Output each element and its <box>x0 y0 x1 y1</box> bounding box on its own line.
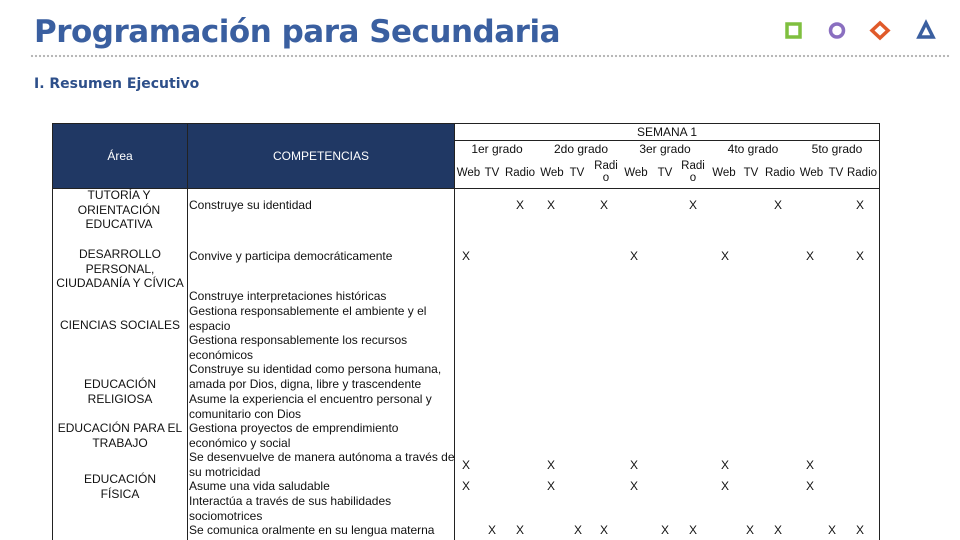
media-radio: Radi o <box>594 160 618 184</box>
area-desarrollo: DESARROLLO PERSONAL, CIUDADANÍA Y CÍVICA <box>56 247 184 290</box>
competencia: Se desenvuelve de manera autónoma a través de su motricidad <box>189 450 455 479</box>
competencia: Construye interpretaciones históricas <box>189 289 387 303</box>
table-border <box>879 123 880 540</box>
mark-x: X <box>461 249 470 263</box>
header-area <box>53 124 187 188</box>
media-tv: TV <box>828 167 844 179</box>
mark-x: X <box>745 523 754 537</box>
mark-x: X <box>720 479 729 493</box>
area-trabajo: EDUCACIÓN PARA EL TRABAJO <box>57 421 183 450</box>
mark-x: X <box>461 479 470 493</box>
mark-x: X <box>573 523 582 537</box>
media-radio: Radi o <box>681 160 705 184</box>
table-border <box>53 123 879 124</box>
header-semana: SEMANA 1 <box>636 125 698 139</box>
competencia: Gestiona responsablemente el ambiente y el espacio <box>189 304 427 333</box>
competencia: Interactúa a través de sus habilidades sociomotrices <box>189 494 392 523</box>
grade-1: 1er grado <box>471 142 523 156</box>
header-area-label: Área <box>107 149 133 163</box>
mark-x: X <box>720 249 729 263</box>
competencia: Gestiona responsablemente los recursos económicos <box>189 333 408 362</box>
mark-x: X <box>629 249 638 263</box>
mark-x: X <box>515 198 524 212</box>
mark-x: X <box>487 523 496 537</box>
header-competencias-label: COMPETENCIAS <box>272 149 369 163</box>
competencia: Se comunica oralmente en su lengua materna <box>189 523 435 537</box>
media-web: Web <box>712 167 736 179</box>
page-title: Programación para Secundaria <box>34 14 561 50</box>
media-radio: Radio <box>504 167 536 179</box>
mark-x: X <box>546 458 555 472</box>
media-radio: Radio <box>764 167 796 179</box>
media-tv: TV <box>569 167 585 179</box>
mark-x: X <box>773 523 782 537</box>
table-border <box>187 123 188 540</box>
grade-5: 5to grado <box>811 142 863 156</box>
grade-2: 2do grado <box>553 142 609 156</box>
mark-x: X <box>855 249 864 263</box>
area-tutoria: TUTORÍA Y ORIENTACIÓN EDUCATIVA <box>77 188 161 231</box>
grade-3: 3er grado <box>639 142 691 156</box>
media-web: Web <box>540 167 564 179</box>
mark-x: X <box>599 523 608 537</box>
mark-x: X <box>629 458 638 472</box>
media-tv: TV <box>657 167 673 179</box>
media-web: Web <box>456 167 481 179</box>
competencia: Gestiona proyectos de emprendimiento económico y social <box>189 421 399 450</box>
competencia: Convive y participa democráticamente <box>189 249 393 263</box>
media-web: Web <box>624 167 648 179</box>
section-heading: I. Resumen Ejecutivo <box>34 76 200 92</box>
mark-x: X <box>546 479 555 493</box>
mark-x: X <box>805 458 814 472</box>
mark-x: X <box>720 458 729 472</box>
mark-x: X <box>629 479 638 493</box>
mark-x: X <box>855 523 864 537</box>
competencia: Construye su identidad como persona humana, amada por Dios, digna, libre y trascendente <box>189 362 442 391</box>
mark-x: X <box>461 458 470 472</box>
header-competencias <box>188 124 454 188</box>
competencia: Asume la experiencia el encuentro personal y comunitario con Dios <box>189 392 432 421</box>
area-fisica: EDUCACIÓN FÍSICA <box>83 472 156 501</box>
mark-x: X <box>546 198 555 212</box>
table-border <box>455 140 879 141</box>
mark-x: X <box>688 523 697 537</box>
media-web: Web <box>799 167 824 179</box>
media-tv: TV <box>484 167 500 179</box>
competencia: Construye su identidad <box>189 198 312 212</box>
grade-4: 4to grado <box>727 142 779 156</box>
mark-x: X <box>660 523 669 537</box>
media-tv: TV <box>743 167 759 179</box>
mark-x: X <box>827 523 836 537</box>
media-radio: Radio <box>846 167 878 179</box>
mark-x: X <box>855 198 864 212</box>
mark-x: X <box>805 479 814 493</box>
mark-x: X <box>599 198 608 212</box>
mark-x: X <box>773 198 782 212</box>
mark-x: X <box>515 523 524 537</box>
mark-x: X <box>805 249 814 263</box>
area-ciencias-sociales: CIENCIAS SOCIALES <box>59 318 181 332</box>
mark-x: X <box>688 198 697 212</box>
competencia: Asume una vida saludable <box>189 479 330 493</box>
area-religiosa: EDUCACIÓN RELIGIOSA <box>83 377 156 406</box>
